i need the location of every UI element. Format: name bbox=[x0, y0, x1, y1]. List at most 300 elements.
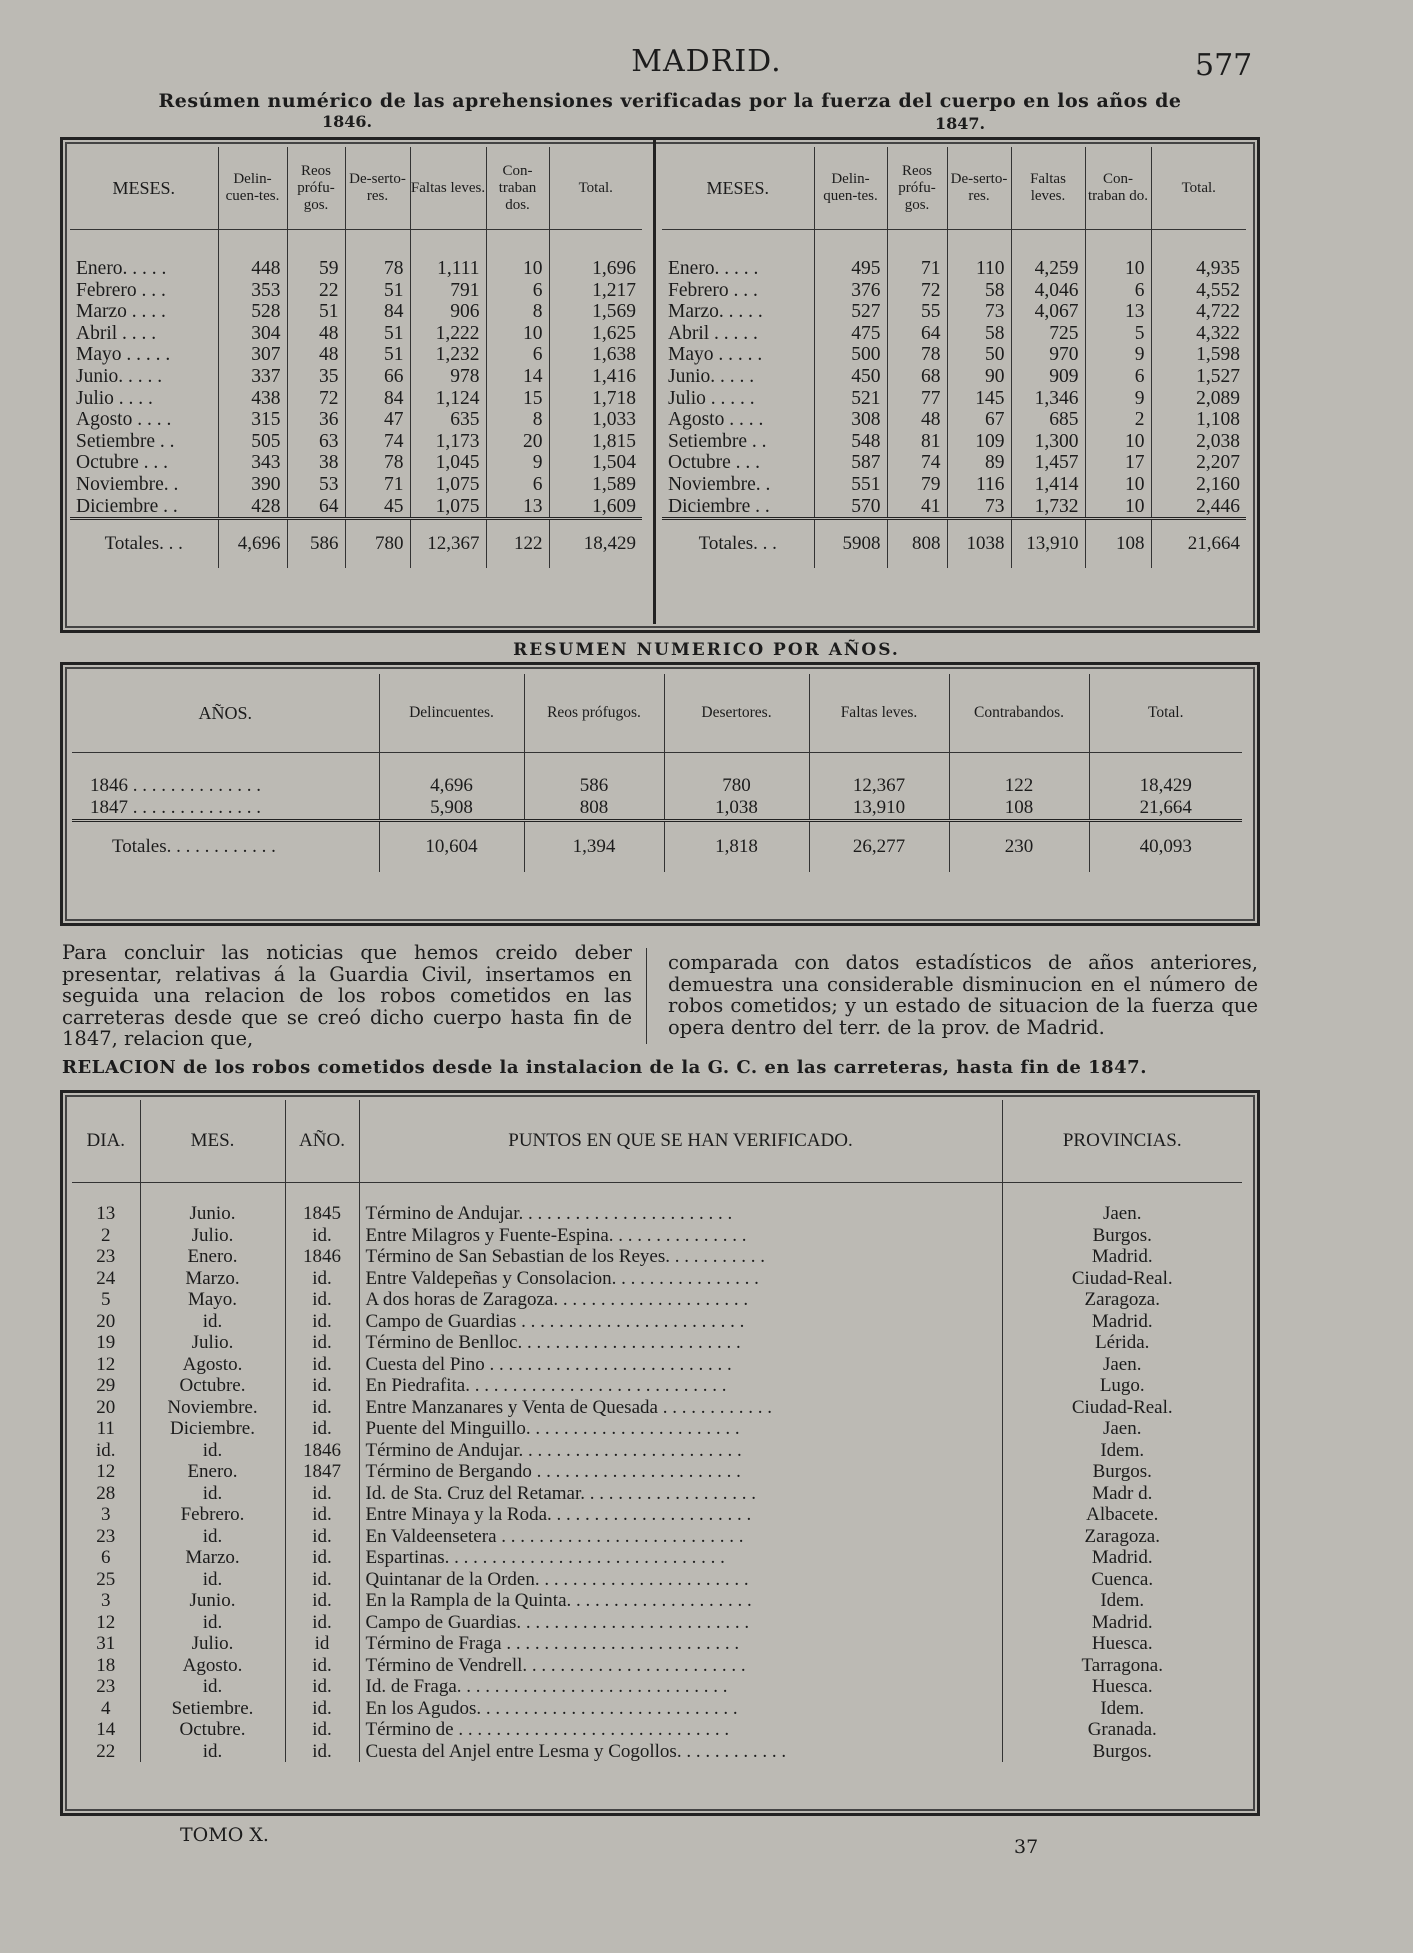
table-row bbox=[662, 496, 1246, 519]
robbery-day: 31 bbox=[96, 1633, 116, 1654]
robbery-month: id. bbox=[140, 1440, 285, 1462]
cell-value: 51 bbox=[287, 301, 345, 323]
cell-value: 4,696 bbox=[379, 775, 524, 797]
cell-value: 20 bbox=[486, 431, 549, 453]
annual-summary-title: RESUMEN NUMERICO POR AÑOS. bbox=[513, 640, 900, 660]
robbery-province: Madrid. bbox=[1002, 1246, 1242, 1268]
robbery-location: Entre Minaya y la Roda. . . . . . . . . . . . . . . . . . . . . . bbox=[359, 1504, 1002, 1526]
total-value: 1,818 bbox=[664, 821, 809, 873]
robbery-row bbox=[72, 1633, 1242, 1655]
robbery-province: Madr d. bbox=[1002, 1483, 1242, 1505]
cell-value: 109 bbox=[947, 431, 1011, 453]
cell-value: 1,527 bbox=[1151, 366, 1246, 388]
table-row bbox=[662, 366, 1246, 388]
cell-value: 48 bbox=[887, 409, 947, 431]
robbery-row bbox=[72, 1547, 1242, 1569]
robbery-year: id bbox=[285, 1633, 359, 1655]
table-row bbox=[662, 474, 1246, 496]
cell-value: 438 bbox=[218, 388, 287, 410]
robbery-year: id. bbox=[285, 1612, 359, 1634]
cell-value: 51 bbox=[345, 280, 410, 302]
robbery-month: Febrero. bbox=[140, 1504, 285, 1526]
robbery-year: id. bbox=[285, 1676, 359, 1698]
robbery-month: Octubre. bbox=[140, 1719, 285, 1741]
robbery-location: Entre Milagros y Fuente-Espina. . . . . . . . . . . . . . . bbox=[359, 1225, 1002, 1247]
robbery-row bbox=[72, 1246, 1242, 1268]
robbery-year: 1846 bbox=[285, 1246, 359, 1268]
robbery-location: Cuesta del Anjel entre Lesma y Cogollos. . . . . . . . . . . . bbox=[359, 1741, 1002, 1763]
column-header: Reos prófu-gos. bbox=[887, 147, 947, 230]
robbery-day: 24 bbox=[96, 1267, 116, 1289]
cell-value: 6 bbox=[486, 280, 549, 302]
robbery-day: 12 bbox=[96, 1461, 116, 1482]
robbery-month: id. bbox=[140, 1311, 285, 1333]
cell-value: 13 bbox=[1085, 301, 1151, 323]
row-label: Agosto . . . . bbox=[668, 409, 764, 431]
robbery-location: Puente del Minguillo. . . . . . . . . . . . . . . . . . . . . . . bbox=[359, 1418, 1002, 1440]
cell-value: 14 bbox=[486, 366, 549, 388]
robbery-location: Término de Andujar. . . . . . . . . . . . . . . . . . . . . . . bbox=[359, 1203, 1002, 1225]
cell-value: 521 bbox=[814, 388, 887, 410]
cell-value: 6 bbox=[1085, 280, 1151, 302]
total-value: 10,604 bbox=[379, 821, 524, 873]
table-row bbox=[70, 388, 642, 410]
row-label: Diciembre . . bbox=[76, 495, 178, 517]
robbery-month: Octubre. bbox=[140, 1375, 285, 1397]
column-rule bbox=[646, 948, 647, 1044]
table-row bbox=[70, 366, 642, 388]
cell-value: 10 bbox=[486, 323, 549, 345]
robbery-province: Huesca. bbox=[1002, 1676, 1242, 1698]
robbery-row bbox=[72, 1526, 1242, 1548]
cell-value: 9 bbox=[1085, 388, 1151, 410]
table-row bbox=[662, 280, 1246, 302]
row-label: Mayo . . . . . bbox=[76, 344, 171, 366]
robbery-month: id. bbox=[140, 1526, 285, 1548]
robbery-province: Zaragoza. bbox=[1002, 1526, 1242, 1548]
cell-value: 635 bbox=[410, 409, 486, 431]
robbery-row bbox=[72, 1418, 1242, 1440]
robbery-location: Quintanar de la Orden. . . . . . . . . . . . . . . . . . . . . . . bbox=[359, 1569, 1002, 1591]
cell-value: 10 bbox=[486, 258, 549, 280]
robbery-day: 20 bbox=[96, 1310, 116, 1332]
cell-value: 353 bbox=[218, 280, 287, 302]
robbery-month: id. bbox=[140, 1483, 285, 1505]
cell-value: 528 bbox=[218, 301, 287, 323]
cell-value: 1,038 bbox=[664, 797, 809, 821]
cell-value: 4,552 bbox=[1151, 280, 1246, 302]
robbery-location: Campo de Guardias. . . . . . . . . . . . . . . . . . . . . . . . . bbox=[359, 1612, 1002, 1634]
cell-value: 475 bbox=[814, 323, 887, 345]
cell-value: 68 bbox=[887, 366, 947, 388]
cell-value: 41 bbox=[887, 496, 947, 519]
total-value: 13,910 bbox=[1011, 519, 1085, 569]
cell-value: 6 bbox=[486, 474, 549, 496]
cell-value: 10 bbox=[1085, 431, 1151, 453]
table-row bbox=[70, 323, 642, 345]
robbery-day: 3 bbox=[101, 1504, 111, 1525]
cell-value: 79 bbox=[887, 474, 947, 496]
column-header: Desertores. bbox=[664, 674, 809, 753]
cell-value: 90 bbox=[947, 366, 1011, 388]
cell-value: 428 bbox=[218, 496, 287, 519]
cell-value: 1,625 bbox=[549, 323, 642, 345]
robbery-month: Agosto. bbox=[140, 1354, 285, 1376]
row-label: Marzo . . . . bbox=[76, 301, 166, 323]
cell-value: 791 bbox=[410, 280, 486, 302]
robbery-year: id. bbox=[285, 1311, 359, 1333]
robbery-row bbox=[72, 1289, 1242, 1311]
robbery-province: Burgos. bbox=[1002, 1461, 1242, 1483]
cell-value: 1,300 bbox=[1011, 431, 1085, 453]
total-value: 26,277 bbox=[809, 821, 949, 873]
robbery-province: Madrid. bbox=[1002, 1612, 1242, 1634]
robbery-month: id. bbox=[140, 1741, 285, 1763]
table-row bbox=[662, 409, 1246, 431]
robbery-month: Junio. bbox=[140, 1590, 285, 1612]
robbery-day: 11 bbox=[96, 1418, 115, 1439]
page-title: MADRID. bbox=[631, 44, 782, 79]
robbery-row bbox=[72, 1612, 1242, 1634]
totals-label: Totales. . . . . . . . . . . . bbox=[72, 821, 379, 873]
robbery-province: Madrid. bbox=[1002, 1547, 1242, 1569]
robbery-month: Marzo. bbox=[140, 1268, 285, 1290]
robbery-day: 29 bbox=[96, 1375, 116, 1396]
totals-row bbox=[70, 519, 642, 569]
robbery-province: Idem. bbox=[1002, 1590, 1242, 1612]
robbery-row bbox=[72, 1676, 1242, 1698]
cell-value: 51 bbox=[345, 344, 410, 366]
robbery-month: Agosto. bbox=[140, 1655, 285, 1677]
robbery-year: id. bbox=[285, 1418, 359, 1440]
cell-value: 13 bbox=[486, 496, 549, 519]
robbery-row bbox=[72, 1375, 1242, 1397]
robbery-row bbox=[72, 1483, 1242, 1505]
cell-value: 586 bbox=[524, 775, 664, 797]
robbery-row bbox=[72, 1354, 1242, 1376]
intro-paragraph-left: Para concluir las noticias que hemos creido deber presentar, relativas á la Guardia Civil, insertamos en seguida una relacion de los robos cometidos en las carreteras desde que se creó dicho cuerpo hasta fin de 1847, relacion que, bbox=[62, 941, 632, 1050]
robbery-location: Id. de Sta. Cruz del Retamar. . . . . . . . . . . . . . . . . . . bbox=[359, 1483, 1002, 1505]
robbery-row bbox=[72, 1311, 1242, 1333]
robbery-year: 1847 bbox=[285, 1461, 359, 1483]
total-value: 12,367 bbox=[410, 519, 486, 569]
cell-value: 450 bbox=[814, 366, 887, 388]
table-row bbox=[70, 344, 642, 366]
cell-value: 1,346 bbox=[1011, 388, 1085, 410]
cell-value: 4,935 bbox=[1151, 258, 1246, 280]
cell-value: 21,664 bbox=[1089, 797, 1242, 821]
column-header: Con-traban dos. bbox=[486, 147, 549, 230]
robbery-year: id. bbox=[285, 1354, 359, 1376]
cell-value: 1,045 bbox=[410, 452, 486, 474]
row-label: 1846 . . . . . . . . . . . . . . bbox=[90, 775, 261, 796]
robbery-province: Cuenca. bbox=[1002, 1569, 1242, 1591]
cell-value: 551 bbox=[814, 474, 887, 496]
cell-value: 64 bbox=[887, 323, 947, 345]
robbery-province: Huesca. bbox=[1002, 1633, 1242, 1655]
cell-value: 6 bbox=[486, 344, 549, 366]
row-label: Julio . . . . . bbox=[668, 387, 755, 409]
table-row bbox=[662, 258, 1246, 280]
robbery-province: Lérida. bbox=[1002, 1332, 1242, 1354]
row-label: Mayo . . . . . bbox=[668, 344, 763, 366]
year-1846-label: 1846. bbox=[322, 112, 373, 131]
total-value: 586 bbox=[287, 519, 345, 569]
row-label: Agosto . . . . bbox=[76, 409, 172, 431]
robbery-row bbox=[72, 1461, 1242, 1483]
cell-value: 4,067 bbox=[1011, 301, 1085, 323]
cell-value: 304 bbox=[218, 323, 287, 345]
total-value: 1038 bbox=[947, 519, 1011, 569]
robbery-year: id. bbox=[285, 1332, 359, 1354]
column-header: De-serto-res. bbox=[947, 147, 1011, 230]
total-value: 5908 bbox=[814, 519, 887, 569]
table-row bbox=[70, 280, 642, 302]
column-header: AÑO. bbox=[285, 1100, 359, 1183]
cell-value: 77 bbox=[887, 388, 947, 410]
table-1847 bbox=[662, 147, 1246, 568]
cell-value: 47 bbox=[345, 409, 410, 431]
robbery-province: Tarragona. bbox=[1002, 1655, 1242, 1677]
row-label: Junio. . . . . bbox=[76, 365, 163, 387]
cell-value: 505 bbox=[218, 431, 287, 453]
robbery-location: Término de Fraga . . . . . . . . . . . . . . . . . . . . . . . . . bbox=[359, 1633, 1002, 1655]
cell-value: 2,207 bbox=[1151, 452, 1246, 474]
robbery-day: 12 bbox=[96, 1611, 116, 1633]
page-number: 577 bbox=[1195, 48, 1253, 83]
cell-value: 66 bbox=[345, 366, 410, 388]
cell-value: 970 bbox=[1011, 344, 1085, 366]
cell-value: 390 bbox=[218, 474, 287, 496]
total-value: 40,093 bbox=[1089, 821, 1242, 873]
cell-value: 1,033 bbox=[549, 409, 642, 431]
robbery-location: Término de San Sebastian de los Reyes. . . . . . . . . . . bbox=[359, 1246, 1002, 1268]
cell-value: 1,414 bbox=[1011, 474, 1085, 496]
robbery-location: A dos horas de Zaragoza. . . . . . . . . . . . . . . . . . . . . bbox=[359, 1289, 1002, 1311]
robbery-location: Id. de Fraga. . . . . . . . . . . . . . . . . . . . . . . . . . . . . bbox=[359, 1676, 1002, 1698]
robbery-month: id. bbox=[140, 1612, 285, 1634]
robbery-day: 12 bbox=[96, 1353, 116, 1375]
cell-value: 4,046 bbox=[1011, 280, 1085, 302]
robbery-row bbox=[72, 1719, 1242, 1741]
robbery-month: Marzo. bbox=[140, 1547, 285, 1569]
cell-value: 22 bbox=[287, 280, 345, 302]
cell-value: 1,222 bbox=[410, 323, 486, 345]
cell-value: 6 bbox=[1085, 366, 1151, 388]
row-label: Octubre . . . bbox=[76, 452, 169, 474]
robbery-row bbox=[72, 1569, 1242, 1591]
cell-value: 48 bbox=[287, 323, 345, 345]
cell-value: 89 bbox=[947, 452, 1011, 474]
robbery-location: En Piedrafita. . . . . . . . . . . . . . . . . . . . . . . . . . . . bbox=[359, 1375, 1002, 1397]
robbery-year: id. bbox=[285, 1590, 359, 1612]
row-label: Diciembre . . bbox=[668, 495, 770, 517]
column-header: PROVINCIAS. bbox=[1002, 1100, 1242, 1183]
cell-value: 58 bbox=[947, 323, 1011, 345]
cell-value: 1,232 bbox=[410, 344, 486, 366]
cell-value: 8 bbox=[486, 301, 549, 323]
table-row bbox=[662, 344, 1246, 366]
cell-value: 1,217 bbox=[549, 280, 642, 302]
row-label: Abril . . . . bbox=[76, 322, 157, 344]
year-1847-label: 1847. bbox=[935, 114, 986, 133]
cell-value: 18,429 bbox=[1089, 775, 1242, 797]
cell-value: 63 bbox=[287, 431, 345, 453]
cell-value: 122 bbox=[949, 775, 1089, 797]
column-header: Reos prófu-gos. bbox=[287, 147, 345, 230]
intro-paragraph-right: comparada con datos estadísticos de años anteriores, demuestra una considerable disminucion en el número de robos cometidos; y un estado de situacion de la fuerza que opera dentro del terr. de la prov. de Madrid. bbox=[668, 951, 1258, 1039]
cell-value: 73 bbox=[947, 496, 1011, 519]
robbery-location: En los Agudos. . . . . . . . . . . . . . . . . . . . . . . . . . . . bbox=[359, 1698, 1002, 1720]
cell-value: 64 bbox=[287, 496, 345, 519]
column-header: Faltas leves. bbox=[1011, 147, 1085, 230]
table-row bbox=[70, 409, 642, 431]
robbery-year: id. bbox=[285, 1225, 359, 1247]
column-header: Total. bbox=[549, 147, 642, 230]
column-header: Total. bbox=[1089, 674, 1242, 753]
robbery-day: 6 bbox=[101, 1547, 111, 1568]
table-row bbox=[70, 258, 642, 280]
robbery-year: id. bbox=[285, 1483, 359, 1505]
robbery-day: 14 bbox=[96, 1719, 116, 1740]
cell-value: 13,910 bbox=[809, 797, 949, 821]
robbery-province: Granada. bbox=[1002, 1719, 1242, 1741]
robbery-location: Término de Bergando . . . . . . . . . . . . . . . . . . . . . . bbox=[359, 1461, 1002, 1483]
robbery-row bbox=[72, 1332, 1242, 1354]
column-header: PUNTOS EN QUE SE HAN VERIFICADO. bbox=[359, 1100, 1002, 1183]
cell-value: 1,111 bbox=[410, 258, 486, 280]
total-value: 4,696 bbox=[218, 519, 287, 569]
row-label: Enero. . . . . bbox=[668, 258, 759, 279]
robbery-month: Julio. bbox=[140, 1332, 285, 1354]
robbery-province: Ciudad-Real. bbox=[1002, 1268, 1242, 1290]
cell-value: 725 bbox=[1011, 323, 1085, 345]
cell-value: 685 bbox=[1011, 409, 1085, 431]
column-header: MESES. bbox=[662, 147, 814, 230]
column-header: De-serto-res. bbox=[345, 147, 410, 230]
robbery-day: 23 bbox=[96, 1525, 116, 1547]
robbery-day: 5 bbox=[101, 1289, 111, 1310]
row-label: Noviembre. . bbox=[668, 473, 771, 495]
column-header: Con-traban do. bbox=[1085, 147, 1151, 230]
cell-value: 1,504 bbox=[549, 452, 642, 474]
robbery-row bbox=[72, 1225, 1242, 1247]
cell-value: 1,416 bbox=[549, 366, 642, 388]
table-row bbox=[72, 797, 1242, 821]
cell-value: 587 bbox=[814, 452, 887, 474]
cell-value: 73 bbox=[947, 301, 1011, 323]
robbery-day: 19 bbox=[96, 1332, 116, 1353]
cell-value: 548 bbox=[814, 431, 887, 453]
robbery-province: Burgos. bbox=[1002, 1225, 1242, 1247]
robbery-day: 2 bbox=[101, 1224, 111, 1246]
robbery-day: 22 bbox=[96, 1740, 116, 1762]
robbery-row bbox=[72, 1698, 1242, 1720]
column-header: MES. bbox=[140, 1100, 285, 1183]
cell-value: 1,075 bbox=[410, 474, 486, 496]
robbery-year: 1846 bbox=[285, 1440, 359, 1462]
robbery-province: Idem. bbox=[1002, 1440, 1242, 1462]
cell-value: 1,732 bbox=[1011, 496, 1085, 519]
robbery-year: id. bbox=[285, 1569, 359, 1591]
cell-value: 527 bbox=[814, 301, 887, 323]
annual-table bbox=[72, 674, 1242, 872]
cell-value: 84 bbox=[345, 388, 410, 410]
total-value: 230 bbox=[949, 821, 1089, 873]
robbery-day: 23 bbox=[96, 1246, 116, 1267]
robbery-year: id. bbox=[285, 1504, 359, 1526]
robbery-day: 4 bbox=[101, 1697, 111, 1719]
robbery-row bbox=[72, 1741, 1242, 1763]
row-label: Setiembre . . bbox=[668, 430, 767, 452]
monthly-divider bbox=[653, 140, 656, 624]
robbery-day: 20 bbox=[96, 1396, 116, 1418]
cell-value: 1,598 bbox=[1151, 344, 1246, 366]
table-row bbox=[662, 452, 1246, 474]
cell-value: 2,038 bbox=[1151, 431, 1246, 453]
robbery-province: Jaen. bbox=[1002, 1354, 1242, 1376]
robbery-province: Jaen. bbox=[1002, 1418, 1242, 1440]
robbery-year: id. bbox=[285, 1289, 359, 1311]
robbery-location: Campo de Guardias . . . . . . . . . . . . . . . . . . . . . . . . bbox=[359, 1311, 1002, 1333]
cell-value: 53 bbox=[287, 474, 345, 496]
cell-value: 495 bbox=[814, 258, 887, 280]
totals-row bbox=[662, 519, 1246, 569]
cell-value: 48 bbox=[287, 344, 345, 366]
total-value: 18,429 bbox=[549, 519, 642, 569]
cell-value: 74 bbox=[887, 452, 947, 474]
robbery-row bbox=[72, 1655, 1242, 1677]
robbery-day: 18 bbox=[96, 1654, 116, 1676]
robbery-day: 23 bbox=[96, 1676, 116, 1697]
row-label: Setiembre . . bbox=[76, 430, 175, 452]
cell-value: 909 bbox=[1011, 366, 1085, 388]
cell-value: 59 bbox=[287, 258, 345, 280]
cell-value: 343 bbox=[218, 452, 287, 474]
cell-value: 71 bbox=[887, 258, 947, 280]
cell-value: 78 bbox=[345, 258, 410, 280]
robbery-location: En Valdeensetera . . . . . . . . . . . . . . . . . . . . . . . . . . bbox=[359, 1526, 1002, 1548]
robbery-province: Lugo. bbox=[1002, 1375, 1242, 1397]
robbery-year: id. bbox=[285, 1375, 359, 1397]
table-row bbox=[72, 775, 1242, 797]
robbery-location: Entre Manzanares y Venta de Quesada . . . . . . . . . . . . bbox=[359, 1397, 1002, 1419]
total-value: 122 bbox=[486, 519, 549, 569]
cell-value: 315 bbox=[218, 409, 287, 431]
cell-value: 74 bbox=[345, 431, 410, 453]
cell-value: 10 bbox=[1085, 474, 1151, 496]
robbery-province: Idem. bbox=[1002, 1698, 1242, 1720]
cell-value: 376 bbox=[814, 280, 887, 302]
cell-value: 51 bbox=[345, 323, 410, 345]
table-1846 bbox=[70, 147, 642, 568]
cell-value: 1,124 bbox=[410, 388, 486, 410]
table-row bbox=[70, 431, 642, 453]
cell-value: 84 bbox=[345, 301, 410, 323]
cell-value: 12,367 bbox=[809, 775, 949, 797]
robbery-row bbox=[72, 1203, 1242, 1225]
robbery-location: Término de Andujar. . . . . . . . . . . . . . . . . . . . . . . . bbox=[359, 1440, 1002, 1462]
robbery-year: id. bbox=[285, 1741, 359, 1763]
table-row bbox=[70, 474, 642, 496]
robbery-row bbox=[72, 1504, 1242, 1526]
row-label: Julio . . . . bbox=[76, 387, 153, 409]
cell-value: 45 bbox=[345, 496, 410, 519]
cell-value: 906 bbox=[410, 301, 486, 323]
robbery-month: Junio. bbox=[140, 1203, 285, 1225]
total-value: 21,664 bbox=[1151, 519, 1246, 569]
table-row bbox=[662, 388, 1246, 410]
